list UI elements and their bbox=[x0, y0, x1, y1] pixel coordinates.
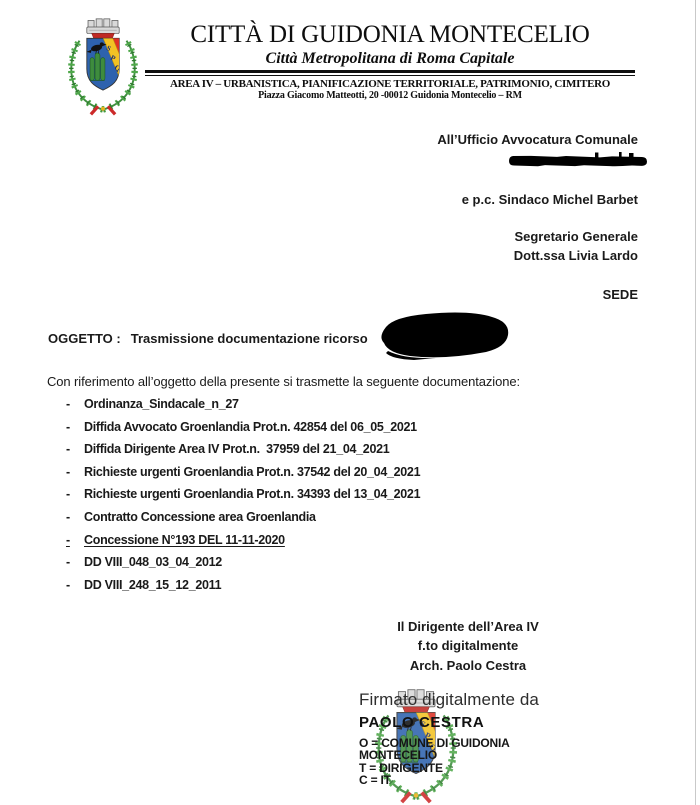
closing-name: Arch. Paolo Cestra bbox=[409, 657, 527, 673]
attachment-item bbox=[66, 555, 626, 578]
closing-fto: f.to digitalmente bbox=[417, 638, 519, 654]
bullet-dash: - bbox=[66, 532, 70, 547]
attachment-text: Diffida Dirigente Area IV Prot.n. 37959 del 21_04_2021 bbox=[84, 442, 390, 457]
attachment-item bbox=[66, 397, 626, 420]
recipient-office: All’Ufficio Avvocatura Comunale bbox=[437, 132, 638, 147]
municipal-coat-of-arms-icon bbox=[62, 14, 144, 116]
stamp-signed-by: Firmato digitalmente da bbox=[359, 690, 539, 709]
city-title: CITTÀ DI GUIDONIA MONTECELIO bbox=[190, 21, 590, 48]
bullet-dash: - bbox=[66, 464, 70, 479]
bullet-dash: - bbox=[66, 509, 70, 524]
attachment-text: Ordinanza_Sindacale_n_27 bbox=[84, 397, 239, 411]
street-address-line: Piazza Giacomo Matteotti, 20 -00012 Guidonia Montecelio – RM bbox=[258, 90, 522, 101]
attachment-item bbox=[66, 533, 626, 556]
recipient-secretary-role: Segretario Generale bbox=[514, 229, 638, 244]
attachment-text: Contratto Concessione area Groenlandia bbox=[84, 509, 316, 524]
attachment-item bbox=[66, 487, 626, 510]
intro-paragraph: Con riferimento all’oggetto della presente si trasmette la seguente documentazione: bbox=[47, 374, 520, 389]
bullet-dash: - bbox=[66, 397, 70, 411]
department-line: AREA IV – URBANISTICA, PIANIFICAZIONE TERRITORIALE, PATRIMONIO, CIMITERO bbox=[169, 78, 611, 90]
attachment-text: Diffida Avvocato Groenlandia Prot.n. 42854 del 06_05_2021 bbox=[84, 419, 417, 434]
city-subtitle: Città Metropolitana di Roma Capitale bbox=[265, 50, 515, 67]
stamp-org-line2: MONTECELIO bbox=[359, 748, 437, 763]
subject-label: OGGETTO : bbox=[48, 331, 121, 346]
attachment-text: DD VIII_048_03_04_2012 bbox=[84, 555, 222, 570]
page-edge-line bbox=[695, 0, 696, 805]
attachment-text: DD VIII_248_15_12_2011 bbox=[84, 577, 222, 592]
recipient-mayor: e p.c. Sindaco Michel Barbet bbox=[461, 192, 638, 207]
bullet-dash: - bbox=[66, 419, 70, 434]
attachments-list bbox=[66, 397, 626, 600]
letterhead-divider bbox=[145, 70, 635, 76]
attachment-item bbox=[66, 465, 626, 488]
bullet-dash: - bbox=[66, 487, 70, 502]
bullet-dash: - bbox=[66, 577, 70, 592]
bullet-dash: - bbox=[66, 442, 70, 457]
bullet-dash: - bbox=[66, 555, 70, 570]
redaction-bar bbox=[507, 151, 649, 169]
attachment-text: Concessione N°193 DEL 11-11-2020 bbox=[84, 532, 285, 547]
attachment-item bbox=[66, 510, 626, 533]
stamp-org-line1: O = COMUNE DI GUIDONIA bbox=[359, 736, 510, 750]
attachment-item bbox=[66, 578, 626, 601]
subject-text: Trasmissione documentazione ricorso bbox=[130, 331, 368, 346]
attachment-text: Richieste urgenti Groenlandia Prot.n. 37542 del 20_04_2021 bbox=[84, 464, 421, 479]
closing-role: Il Dirigente dell’Area IV bbox=[397, 619, 539, 634]
recipient-secretary-name: Dott.ssa Livia Lardo bbox=[513, 248, 638, 263]
subject-line bbox=[48, 331, 368, 346]
attachment-item bbox=[66, 442, 626, 465]
attachment-text: Richieste urgenti Groenlandia Prot.n. 34393 del 13_04_2021 bbox=[84, 487, 421, 502]
closing-block bbox=[368, 617, 568, 675]
stamp-country-line: C = IT bbox=[359, 773, 391, 788]
stamp-signer-name: PAOLO CESTRA bbox=[359, 714, 485, 731]
stamp-attributes bbox=[359, 737, 510, 787]
redaction-blob bbox=[374, 311, 516, 361]
letterhead bbox=[145, 0, 635, 102]
stamp-title-line: T = DIRIGENTE bbox=[359, 760, 443, 775]
attachment-item bbox=[66, 420, 626, 443]
recipient-sede: SEDE bbox=[602, 287, 638, 302]
